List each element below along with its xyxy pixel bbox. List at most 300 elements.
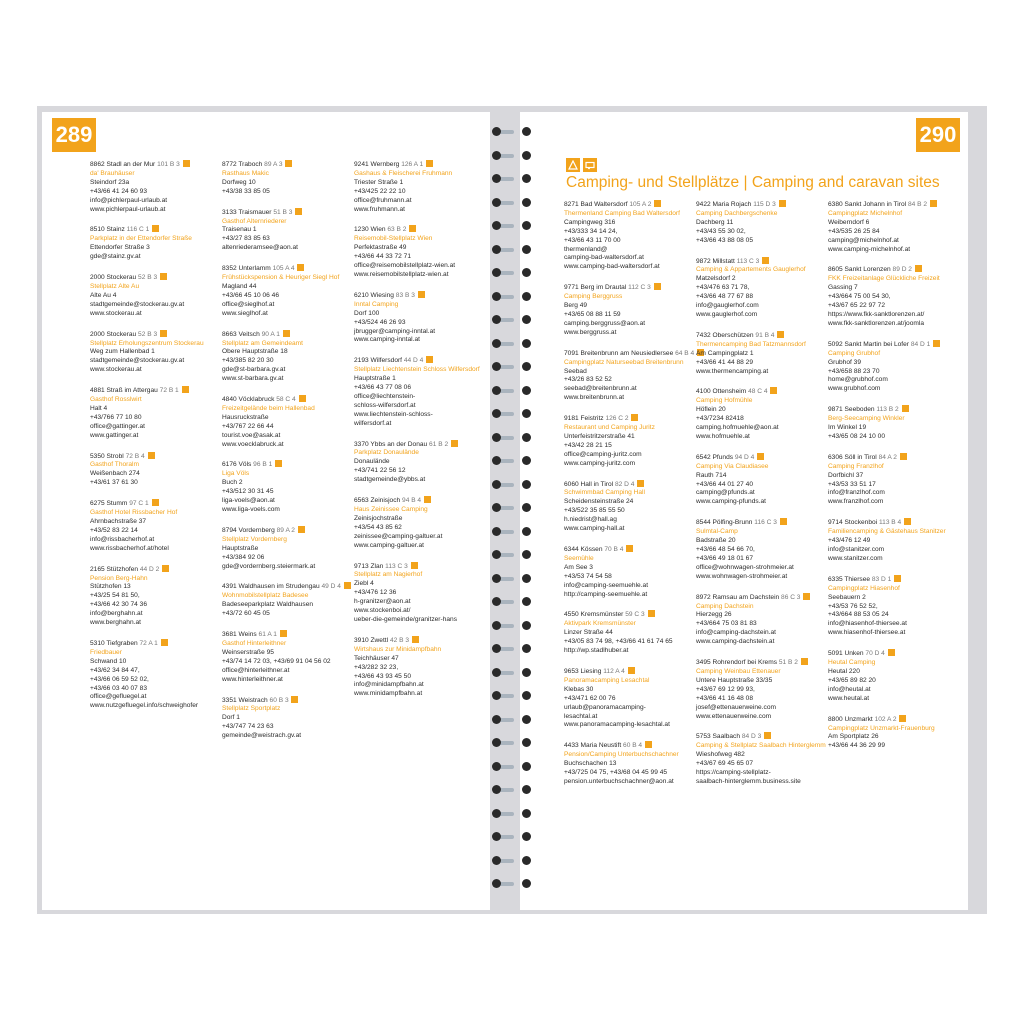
map-reference: 60 B 3 [269, 696, 289, 704]
listing-detail: www.liechtenstein-schloss- [354, 410, 433, 418]
listing-detail: +43/65 08 24 10 00 [828, 432, 886, 440]
listing-entry [828, 405, 956, 442]
listing-detail: seebad@breitenbrunn.at [564, 385, 637, 393]
spiral-ring [492, 808, 534, 820]
listing-detail: +43/65 08 88 11 59 [564, 310, 621, 318]
listing-sign-icon [628, 667, 635, 674]
listing-detail: www.fkk-sanktlorenzen.at/joomla [828, 319, 925, 327]
listing-name: Rasthaus Makic [222, 169, 269, 177]
listing-detail: office@wohnwagen-strohmeier.at [696, 563, 794, 571]
listing-location [222, 395, 350, 405]
listing-sign-icon [182, 386, 189, 393]
listing-sign-icon [411, 562, 418, 569]
listing-detail: Grubhof 39 [828, 358, 861, 366]
listing-detail: www.pichlerpaul-urlaub.at [90, 205, 166, 213]
listing-detail: +43/66 42 30 74 36 [90, 601, 148, 609]
listing-entry [222, 208, 350, 254]
map-reference: 52 B 3 [138, 330, 158, 338]
listing-location [828, 265, 956, 275]
listing-detail: www.camping-hall.at [564, 525, 625, 533]
punch-hole [522, 527, 531, 536]
listing-name: Stellplatz Vordernberg [222, 535, 287, 543]
spiral-ring [492, 432, 534, 444]
punch-hole [492, 503, 501, 512]
listing-detail: zeinissee@camping-galtuer.at [354, 532, 443, 540]
listing-sign-icon [426, 356, 433, 363]
location-text: 3495 Rohrendorf bei Krems [696, 659, 778, 667]
map-reference: 70 B 4 [604, 546, 624, 553]
listing-name: Sulmtal-Camp [696, 528, 738, 536]
punch-hole [492, 174, 501, 183]
listing-detail: +43/38 33 85 05 [222, 187, 270, 195]
punch-hole [522, 268, 531, 277]
spiral-ring [492, 667, 534, 679]
spiral-ring [492, 643, 534, 655]
listing-detail: Unterfeistritzerstraße 41 [564, 432, 635, 440]
listing-name: Stellplatz Alte Au [90, 282, 140, 290]
location-text: 9241 Wernberg [354, 161, 400, 168]
punch-hole [522, 503, 531, 512]
listing-detail: Klebas 30 [564, 685, 594, 693]
listing-detail: www.heutal.at [828, 694, 870, 702]
listing-detail: +43/333 34 14 24, [564, 227, 618, 235]
listing-name: Camping Via Claudiasee [696, 462, 769, 470]
listing-detail: camping@michelnhof.at [828, 236, 899, 244]
listing-detail: +43/66 41 16 48 08 [696, 694, 754, 702]
punch-hole [492, 245, 501, 254]
listing-detail: +43/66 44 33 72 71 [354, 253, 412, 261]
listing-name: Haus Zeinissee Camping [354, 506, 428, 513]
location-text: 2000 Stockerau [90, 274, 137, 282]
listing-detail: Zeinisjochstraße [354, 514, 403, 522]
listing-sign-icon [424, 496, 431, 503]
map-reference: 112 A 4 [603, 667, 625, 675]
listing-detail: www.st-barbara.gv.at [222, 375, 284, 383]
punch-hole [492, 785, 501, 794]
listing-detail: info@rissbacherhof.at [90, 535, 155, 543]
listing-entry [354, 160, 482, 214]
listing-entry [90, 565, 218, 628]
map-reference: 49 D 4 [321, 583, 341, 591]
listing-location [354, 440, 482, 450]
listing-column [828, 200, 956, 762]
listing-detail: +43/66 43 88 08 05 [696, 236, 754, 244]
listing-detail: office@gattinger.at [90, 422, 145, 430]
listing-detail: +43/282 32 23, [354, 663, 399, 671]
listing-detail: www.fruhmann.at [354, 205, 405, 213]
listing-detail: Höflein 20 [696, 406, 726, 414]
listing-entry [354, 440, 482, 486]
punch-hole [492, 527, 501, 536]
listing-detail: tourist.voe@asak.at [222, 431, 281, 439]
listing-detail: +43/43 55 30 02, [696, 227, 746, 235]
listing-detail: Linzer Straße 44 [564, 629, 613, 637]
listing-detail: +43/471 62 00 76 [564, 694, 616, 702]
listing-detail: urlaub@panoramacamping- [564, 703, 646, 711]
listing-detail: Weinserstraße 95 [222, 648, 274, 656]
location-text: 8772 Traboch [222, 161, 263, 168]
spiral-ring [492, 126, 534, 138]
listing-sign-icon [295, 208, 302, 215]
listing-location [696, 518, 824, 528]
map-reference: 90 A 1 [261, 330, 280, 338]
listing-sign-icon [637, 480, 644, 487]
spiral-ring [492, 479, 534, 491]
map-reference: 44 D 4 [403, 357, 424, 365]
spiral-ring [492, 385, 534, 397]
listing-location [828, 453, 956, 463]
listing-detail: info@camping-seemuehle.at [564, 581, 649, 589]
listing-location [90, 499, 218, 509]
map-reference: 113 B 4 [878, 519, 902, 527]
listing-entry [90, 330, 218, 376]
listing-location [354, 356, 482, 366]
listing-detail: Im Winkel 19 [828, 424, 867, 432]
listing-detail: liga-voels@aon.at [222, 497, 275, 505]
listing-detail: Matzelsdorf 2 [696, 275, 736, 283]
listing-detail: http://camping-seemuehle.at [564, 590, 648, 598]
listing-sign-icon [409, 225, 416, 232]
listing-detail: www.breitenbrunn.at [564, 394, 625, 402]
punch-hole [522, 597, 531, 606]
location-text: 9714 Stockenboi [828, 519, 878, 527]
listing-detail: +43/66 48 77 67 88 [696, 293, 754, 301]
caravan-icon [583, 158, 597, 172]
listing-name: Gashaus & Fleischerei Fruhmann [354, 169, 453, 177]
listing-detail: +43/05 83 74 98, +43/66 41 61 74 65 [564, 638, 673, 646]
listing-detail: Am Campingplatz 1 [696, 349, 754, 357]
listing-sign-icon [915, 265, 922, 272]
listing-entry [354, 636, 482, 699]
listing-column [222, 160, 350, 752]
listing-name: Liga Völs [222, 470, 250, 478]
map-reference: 116 C 1 [126, 226, 150, 234]
location-text: 7091 Breitenbrunn am Neusiedlersee [564, 349, 674, 357]
map-reference: 52 B 3 [138, 274, 158, 282]
listing-name: Stellplatz am Gemeindeamt [222, 339, 303, 347]
location-text: 5092 Sankt Martin bei Lofer [828, 340, 910, 348]
listing-detail: Hausruckstraße [222, 413, 269, 421]
location-text: 3351 Weistrach [222, 696, 268, 704]
listing-detail: +43/476 12 49 [828, 537, 871, 545]
right-page [520, 112, 968, 910]
punch-hole [492, 362, 501, 371]
listing-location [90, 330, 218, 340]
listing-location [90, 160, 218, 170]
listing-detail: Ettendorfer Straße 3 [90, 244, 150, 252]
listing-location [564, 667, 692, 677]
listing-name: Gasthof Hinterleithner [222, 639, 287, 647]
listing-location [828, 715, 956, 725]
punch-hole [492, 292, 501, 301]
location-text: 6335 Thiersee [828, 575, 871, 583]
listing-detail: Buchschachen 13 [564, 760, 617, 768]
listing-entry [564, 414, 692, 468]
listing-detail: Rauth 714 [696, 471, 727, 479]
left-page [42, 112, 490, 910]
map-reference: 48 C 4 [748, 388, 768, 396]
listing-name: Gasthof Rosslwirt [90, 396, 142, 404]
punch-hole [522, 879, 531, 888]
listing-sign-icon [902, 405, 909, 412]
listing-name: Restaurant und Camping Juritz [564, 424, 655, 432]
listing-detail: josef@ettenauerweine.com [696, 703, 777, 711]
listing-detail: https://camping-stellplatz- [696, 769, 771, 777]
map-reference: 91 B 4 [755, 331, 775, 339]
listing-location [564, 741, 692, 751]
listing-entry [696, 732, 824, 786]
listing-location [696, 453, 824, 463]
listing-sign-icon [803, 593, 810, 600]
spiral-binding [492, 126, 534, 886]
location-text: 6380 Sankt Johann in Tirol [828, 201, 907, 208]
punch-hole [522, 644, 531, 653]
listing-detail: Hauptstraße [222, 544, 259, 552]
map-reference: 105 A 4 [272, 265, 295, 273]
listing-detail: Perfektastraße 49 [354, 244, 407, 252]
listing-column [564, 200, 695, 798]
listing-detail: +43/67 69 12 99 93, [696, 685, 755, 693]
listing-detail: www.camping-michelnhof.at [828, 245, 911, 253]
spiral-ring [492, 502, 534, 514]
punch-hole [492, 738, 501, 747]
listing-sign-icon [762, 257, 769, 264]
listing-detail: Ahrnbachstraße 37 [90, 518, 147, 525]
location-text: 6210 Wiesing [354, 291, 394, 299]
punch-hole [522, 785, 531, 794]
punch-hole [522, 668, 531, 677]
map-reference: 84 D 1 [910, 340, 931, 348]
punch-hole [492, 879, 501, 888]
location-text: 7432 Oberschützen [696, 331, 754, 339]
punch-hole [522, 315, 531, 324]
punch-hole [492, 550, 501, 559]
listing-sign-icon [757, 453, 764, 460]
spiral-ring [492, 455, 534, 467]
listing-detail: Dorf 100 [354, 309, 380, 317]
spiral-ring [492, 855, 534, 867]
listing-location [90, 273, 218, 283]
listing-detail: info@stanitzer.com [828, 546, 885, 553]
listing-detail: Weiberndorf 6 [828, 218, 870, 226]
listing-sign-icon [148, 452, 155, 459]
listing-detail: Dorf 1 [222, 714, 240, 722]
listing-detail: Hauptstraße 1 [354, 375, 396, 383]
spiral-ring [492, 173, 534, 185]
listing-detail: h-granitzer@aon.at [354, 598, 411, 606]
listing-entry [90, 639, 218, 711]
listing-detail: Untere Hauptstraße 33/35 [696, 676, 773, 684]
listing-detail: gde@stainz.gv.at [90, 253, 141, 261]
listing-detail: +43/52 83 22 14 [90, 526, 138, 534]
listing-detail: Steindorf 23a [90, 178, 130, 186]
punch-hole [522, 362, 531, 371]
punch-hole [492, 198, 501, 207]
listing-name: Panoramacamping Lesachtal [564, 676, 650, 684]
listing-sign-icon [162, 565, 169, 572]
listing-entry [828, 715, 956, 752]
map-reference: 82 D 4 [614, 480, 635, 488]
listing-detail: www.nutzgefluegel.info/schweighofer [90, 702, 199, 710]
listing-entry [696, 331, 824, 377]
listing-entry [222, 582, 350, 619]
listing-sign-icon [900, 453, 907, 460]
section-title [566, 154, 968, 191]
location-text: 4100 Ottensheim [696, 388, 747, 396]
location-text: 4391 Waldhausen im Strudengau [222, 583, 320, 591]
punch-hole [492, 856, 501, 865]
listing-detail: info@berghahn.at [90, 610, 143, 618]
listing-sign-icon [899, 715, 906, 722]
location-text: 1230 Wien [354, 226, 386, 234]
listing-entry [828, 453, 956, 507]
location-text: 4550 Kremsmünster [564, 611, 624, 619]
listing-location [354, 562, 482, 572]
listing-column [90, 160, 218, 722]
spiral-ring [492, 244, 534, 256]
listing-entry [354, 562, 482, 625]
listing-sign-icon [426, 160, 433, 167]
punch-hole [522, 621, 531, 630]
map-reference: 102 A 2 [874, 715, 897, 723]
punch-hole [522, 292, 531, 301]
listing-entry [354, 291, 482, 345]
listing-detail: Stützhofen 13 [90, 583, 131, 591]
listing-detail: www.franzlhof.com [828, 498, 884, 506]
listing-detail: office@reisemobilstellplatz-wien.at [354, 262, 456, 270]
spiral-ring [492, 267, 534, 279]
map-reference: 70 D 4 [865, 650, 885, 658]
listing-name: Camping Weinbau Ettenauer [696, 667, 781, 675]
punch-hole [522, 127, 531, 136]
punch-hole [492, 644, 501, 653]
listing-detail: www.stanitzer.com [828, 554, 883, 562]
map-reference: 63 B 2 [387, 226, 407, 234]
location-text: 8794 Vordernberg [222, 526, 275, 534]
location-text: 5310 Tiefgraben [90, 639, 138, 647]
punch-hole [492, 832, 501, 841]
listing-detail: Hierzegg 26 [696, 611, 732, 619]
location-text: 6542 Pfunds [696, 453, 734, 461]
spiral-ring [492, 831, 534, 843]
listing-detail: +43/725 04 75, +43/68 04 45 99 45 [564, 769, 668, 777]
listing-location [354, 291, 482, 301]
punch-hole [492, 433, 501, 442]
spiral-ring [492, 408, 534, 420]
camping-sign-icon [566, 158, 580, 172]
map-reference: 84 D 3 [741, 733, 762, 741]
listing-name: Pension/Camping Unterbuchschachner [564, 751, 679, 759]
listing-detail: info@heutal.at [828, 685, 871, 693]
punch-hole [492, 715, 501, 724]
listing-name: Friedbauer [90, 648, 122, 656]
listing-sign-icon [152, 499, 159, 506]
listing-detail: https://www.fkk-sanktlorenzen.at/ [828, 310, 925, 318]
listing-detail: +43/741 22 56 12 [354, 467, 406, 475]
listing-location [90, 386, 218, 396]
listing-name: da' Brauhäuser [90, 169, 135, 177]
listing-location [222, 330, 350, 340]
spiral-ring [492, 596, 534, 608]
listing-name: Pension Berg-Hahn [90, 574, 148, 582]
listing-entry [564, 667, 692, 730]
listing-sign-icon [631, 414, 638, 421]
listing-detail: +43/27 83 85 63 [222, 235, 270, 243]
listing-entry [696, 257, 824, 320]
listing-detail: +43/476 12 36 [354, 589, 397, 597]
listing-name: Berg-Seecamping Winkler [828, 415, 905, 423]
spiral-ring [492, 878, 534, 890]
listing-location [696, 387, 824, 397]
spiral-ring [492, 291, 534, 303]
listing-name: Seemühle [564, 554, 594, 562]
listing-detail: Heutal 220 [828, 667, 860, 675]
listing-name: Campingplatz Hiasenhof [828, 584, 900, 592]
listing-entry [90, 160, 218, 214]
listing-entry [222, 696, 350, 742]
listing-sign-icon [160, 273, 167, 280]
listing-detail: www.ettenauerweine.com [696, 712, 772, 720]
listing-sign-icon [654, 200, 661, 207]
listing-name: Campingplatz Michelnhof [828, 209, 903, 217]
spiral-ring [492, 690, 534, 702]
listing-detail: Obere Hauptstraße 18 [222, 348, 288, 356]
listing-detail: office@gefluegel.at [90, 693, 147, 701]
listing-sign-icon [160, 330, 167, 337]
listing-name: Camping Berggruss [564, 293, 623, 301]
location-text: 3133 Traismauer [222, 208, 272, 216]
listing-location [564, 200, 692, 210]
listing-detail: www.camping-galtuer.at [354, 541, 424, 549]
location-text: 9653 Liesing [564, 667, 602, 675]
listing-detail: altenriederamsee@aon.at [222, 244, 298, 252]
listing-entry [696, 200, 824, 246]
listing-detail: www.minidampfbahn.at [354, 690, 423, 698]
listing-name: Gasthof Alternriederer [222, 217, 287, 225]
listing-sign-icon [645, 741, 652, 748]
listing-name: Stellplatz Liechtenstein Schloss Wilfersdorf [354, 366, 480, 374]
listing-sign-icon [648, 610, 655, 617]
listing-entry [564, 610, 692, 656]
listing-detail: +43/664 75 03 81 83 [696, 620, 757, 628]
punch-hole [492, 221, 501, 230]
listing-detail: www.hofmuehle.at [696, 432, 750, 440]
listing-sign-icon [451, 440, 458, 447]
listing-location [90, 225, 218, 235]
listing-sign-icon [888, 649, 895, 656]
map-reference: 94 D 4 [734, 453, 755, 461]
listing-detail: +43/66 49 18 01 67 [696, 554, 754, 562]
location-text: 2193 Wilfersdorf [354, 357, 403, 365]
map-reference: 72 B 1 [159, 387, 179, 395]
listing-location [564, 349, 695, 359]
listing-detail: h.niedrist@hall.ag [564, 516, 617, 524]
map-reference: 61 A 1 [258, 631, 277, 639]
listing-name: Camping Hofmühle [696, 397, 753, 405]
spiral-ring [492, 526, 534, 538]
listing-location [564, 480, 692, 490]
punch-hole [522, 456, 531, 465]
location-text: 6306 Söll in Tirol [828, 453, 877, 461]
listing-entry [222, 330, 350, 384]
listing-detail: Dorfweg 10 [222, 178, 256, 186]
listing-entry [696, 453, 824, 507]
listing-detail: info@minidampfbahn.at [354, 681, 424, 689]
listing-detail: stadtgemeinde@stockerau.gv.at [90, 300, 185, 308]
listing-detail: pension.unterbuchschachner@aon.at [564, 777, 674, 785]
location-text: 2000 Stockerau [90, 330, 137, 338]
listing-location [564, 610, 692, 620]
